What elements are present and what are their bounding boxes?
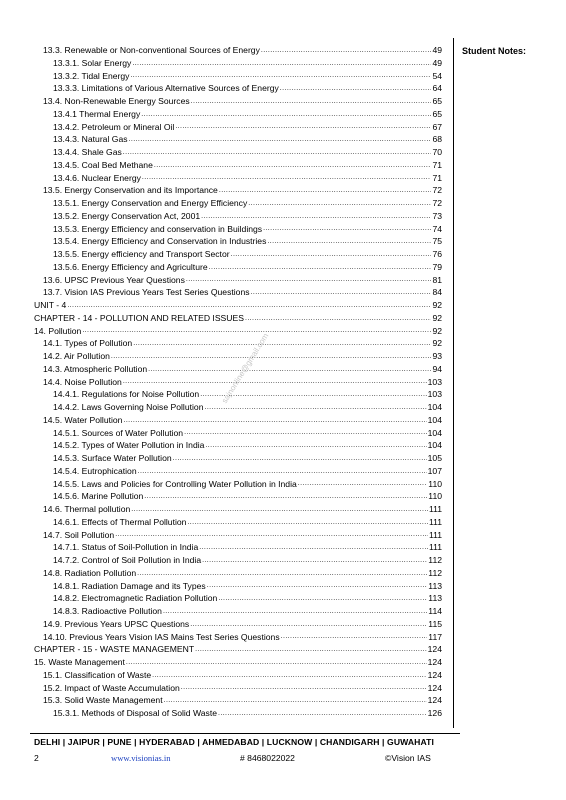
toc-entry-page: 68	[432, 134, 442, 145]
toc-entry-title: 14.5.3. Surface Water Pollution	[53, 453, 172, 463]
toc-entry-page: 76	[432, 249, 442, 259]
toc-entry[interactable]	[34, 694, 442, 707]
toc-entry-title: 14.6. Thermal pollution	[43, 504, 131, 514]
toc-entry[interactable]	[34, 682, 442, 695]
toc-entry[interactable]	[34, 210, 442, 223]
footer-cities: DELHI | JAIPUR | PUNE | HYDERABAD | AHMEDABAD | LUCKNOW | CHANDIGARH | GUWAHATI	[34, 737, 434, 747]
toc-entry-page: 126	[427, 708, 442, 718]
toc-entry-page: 113	[428, 593, 442, 604]
toc-entry-title: 14.5.5. Laws and Policies for Controlling Water Pollution in India	[53, 478, 297, 489]
toc-entry[interactable]	[34, 70, 442, 83]
toc-leader-dots	[231, 249, 432, 261]
toc-leader-dots	[138, 466, 427, 478]
page-number: 2	[34, 753, 39, 763]
toc-entry-page: 104	[427, 427, 442, 438]
toc-entry-title: 13.3.2. Tidal Energy	[53, 70, 130, 81]
toc-entry-title: UNIT - 4	[34, 300, 67, 310]
toc-entry-title: CHAPTER - 14 - POLLUTION AND RELATED ISSUES	[34, 312, 244, 323]
toc-leader-dots	[129, 134, 432, 146]
toc-entry[interactable]	[34, 490, 442, 503]
toc-entry[interactable]	[34, 439, 442, 452]
toc-entry-page: 104	[427, 402, 442, 412]
toc-entry[interactable]	[34, 643, 442, 656]
toc-entry-page: 65	[432, 96, 442, 106]
toc-entry-title: 13.4.2. Petroleum or Mineral Oil	[53, 121, 175, 132]
toc-entry-page: 72	[432, 185, 442, 196]
toc-leader-dots	[219, 185, 432, 197]
toc-leader-dots	[209, 262, 432, 274]
toc-entry[interactable]	[34, 516, 442, 529]
toc-entry-title: 14.10. Previous Years Vision IAS Mains Test Series Questions	[43, 631, 280, 642]
toc-entry-page: 107	[427, 465, 442, 476]
toc-leader-dots	[281, 631, 428, 643]
toc-entry[interactable]	[34, 554, 442, 567]
toc-entry[interactable]	[34, 350, 442, 363]
toc-entry-page: 67	[432, 121, 442, 132]
toc-entry[interactable]	[34, 286, 442, 299]
toc-leader-dots	[263, 223, 431, 235]
toc-leader-dots	[126, 657, 427, 669]
toc-entry-title: 13.5.1. Energy Conservation and Energy Efficiency	[53, 198, 248, 208]
toc-entry[interactable]	[34, 44, 442, 57]
toc-entry[interactable]	[34, 452, 442, 465]
toc-entry-page: 92	[432, 325, 442, 336]
toc-entry[interactable]	[34, 605, 442, 618]
toc-entry-page: 94	[432, 363, 442, 374]
toc-entry[interactable]	[34, 299, 442, 312]
toc-entry[interactable]	[34, 401, 442, 414]
toc-entry-page: 49	[432, 57, 442, 68]
toc-entry-title: 14. Pollution	[34, 325, 82, 336]
toc-entry-page: 79	[432, 261, 442, 272]
toc-entry-page: 72	[432, 198, 442, 208]
toc-entry-title: 15.1. Classification of Waste	[43, 669, 152, 680]
toc-entry[interactable]	[34, 108, 442, 121]
toc-entry-page: 54	[432, 70, 442, 81]
toc-entry-page: 111	[428, 516, 442, 527]
toc-entry-title: 14.5.4. Eutrophication	[53, 465, 137, 476]
toc-leader-dots	[202, 555, 427, 567]
toc-leader-dots	[248, 198, 431, 210]
toc-entry-title: 14.5.2. Types of Water Pollution in India	[53, 440, 205, 451]
toc-entry[interactable]	[34, 388, 442, 401]
toc-entry[interactable]	[34, 707, 442, 720]
toc-leader-dots	[218, 708, 427, 720]
toc-leader-dots	[199, 542, 428, 554]
email-watermark: sajnonline@gmail.com	[220, 331, 271, 405]
toc-leader-dots	[184, 427, 427, 439]
toc-entry-title: 14.1. Types of Pollution	[43, 338, 133, 349]
toc-entry-title: 14.8.3. Radioactive Pollution	[53, 606, 162, 616]
toc-entry-page: 124	[427, 682, 442, 693]
toc-entry-title: 14.3. Atmospheric Pollution	[43, 363, 148, 374]
toc-entry[interactable]	[34, 465, 442, 478]
toc-leader-dots	[218, 593, 427, 605]
toc-entry-title: 14.7.1. Status of Soil-Pollution in India	[53, 542, 199, 553]
toc-entry-title: 14.4.2. Laws Governing Noise Pollution	[53, 402, 204, 412]
toc-leader-dots	[251, 287, 432, 299]
toc-entry[interactable]	[34, 223, 442, 236]
toc-entry[interactable]	[34, 121, 442, 134]
toc-entry[interactable]	[34, 95, 442, 108]
toc-entry-page: 112	[428, 555, 442, 565]
toc-entry-title: 15.3.1. Methods of Disposal of Solid Waste	[53, 708, 218, 718]
toc-entry-title: 14.8.2. Electromagnetic Radiation Pollution	[53, 593, 218, 604]
toc-entry-page: 49	[432, 45, 442, 55]
toc-entry-page: 113	[428, 580, 442, 591]
toc-entry-title: CHAPTER - 15 - WASTE MANAGEMENT	[34, 644, 195, 655]
student-notes-heading: Student Notes:	[462, 46, 526, 56]
toc-entry[interactable]	[34, 274, 442, 287]
toc-entry-title: 14.5. Water Pollution	[43, 414, 123, 425]
toc-leader-dots	[204, 402, 426, 414]
toc-entry-title: 14.7.2. Control of Soil Pollution in India	[53, 555, 202, 565]
toc-entry-title: 14.2. Air Pollution	[43, 351, 110, 361]
toc-leader-dots	[123, 147, 432, 159]
toc-leader-dots	[111, 351, 432, 363]
footer-divider	[30, 733, 460, 734]
toc-entry-page: 74	[432, 223, 442, 234]
toc-entry[interactable]	[34, 248, 442, 261]
toc-leader-dots	[207, 580, 428, 592]
notes-divider	[453, 38, 454, 728]
toc-leader-dots	[123, 415, 426, 427]
toc-entry-page: 92	[432, 312, 442, 323]
toc-entry-page: 103	[427, 376, 442, 387]
toc-entry[interactable]	[34, 541, 442, 554]
toc-leader-dots	[187, 517, 427, 529]
toc-entry[interactable]	[34, 172, 442, 185]
toc-leader-dots	[191, 96, 432, 108]
toc-entry-title: 13.4.4. Shale Gas	[53, 147, 122, 157]
toc-leader-dots	[115, 529, 428, 541]
toc-entry-title: 13.6. UPSC Previous Year Questions	[43, 274, 185, 285]
toc-entry[interactable]	[34, 592, 442, 605]
toc-leader-dots	[137, 568, 427, 580]
toc-entry-title: 15.3. Solid Waste Management	[43, 695, 163, 706]
copyright: ©Vision IAS	[385, 753, 431, 763]
toc-entry-page: 92	[432, 338, 442, 349]
toc-leader-dots	[154, 160, 432, 172]
toc-entry[interactable]	[34, 184, 442, 197]
toc-entry-title: 13.4. Non-Renewable Energy Sources	[43, 96, 190, 106]
toc-leader-dots	[195, 644, 427, 656]
toc-entry-page: 112	[428, 567, 442, 578]
toc-entry[interactable]	[34, 312, 442, 325]
toc-entry[interactable]	[34, 57, 442, 70]
toc-leader-dots	[190, 619, 427, 631]
toc-entry-title: 14.5.1. Sources of Water Pollution	[53, 427, 184, 438]
toc-entry-title: 13.4.3. Natural Gas	[53, 134, 128, 145]
toc-leader-dots	[142, 172, 432, 184]
toc-entry-title: 13.5.3. Energy Efficiency and conservation in Buildings	[53, 223, 263, 234]
toc-entry-page: 81	[432, 274, 442, 285]
toc-entry-title: 14.4. Noise Pollution	[43, 376, 122, 387]
toc-entry[interactable]	[34, 669, 442, 682]
toc-entry-page: 124	[427, 695, 442, 706]
toc-entry[interactable]	[34, 146, 442, 159]
toc-entry-page: 71	[432, 159, 442, 170]
toc-entry[interactable]	[34, 159, 442, 172]
toc-entry[interactable]	[34, 529, 442, 542]
toc-leader-dots	[175, 121, 431, 133]
toc-entry-title: 13.5.2. Energy Conservation Act, 2001	[53, 210, 201, 221]
toc-leader-dots	[132, 58, 431, 70]
toc-entry-title: 14.6.1. Effects of Thermal Pollution	[53, 516, 187, 527]
toc-leader-dots	[144, 491, 427, 503]
toc-entry-page: 73	[432, 210, 442, 221]
toc-entry-title: 15.2. Impact of Waste Accumulation	[43, 682, 180, 693]
toc-leader-dots	[152, 670, 427, 682]
toc-entry-page: 111	[428, 529, 442, 540]
toc-entry-title: 13.5.4. Energy Efficiency and Conservation in Industries	[53, 236, 267, 247]
toc-leader-dots	[164, 695, 427, 707]
toc-entry[interactable]	[34, 235, 442, 248]
toc-leader-dots	[131, 504, 428, 516]
toc-entry-page: 84	[432, 287, 442, 298]
toc-entry-page: 104	[427, 414, 442, 425]
toc-leader-dots	[181, 682, 427, 694]
toc-leader-dots	[163, 606, 427, 618]
toc-entry-page: 124	[427, 669, 442, 680]
toc-entry-page: 110	[428, 491, 442, 502]
toc-entry-page: 105	[427, 453, 442, 463]
toc-entry-page: 103	[427, 389, 442, 400]
toc-entry[interactable]	[34, 427, 442, 440]
toc-entry-title: 13.5.6. Energy Efficiency and Agriculture	[53, 261, 208, 272]
toc-leader-dots	[173, 453, 427, 465]
toc-entry-page: 114	[428, 606, 442, 616]
toc-entry-page: 70	[432, 147, 442, 157]
toc-entry-title: 14.9. Previous Years UPSC Questions	[43, 618, 190, 629]
toc-leader-dots	[130, 70, 431, 82]
phone-number: # 8468022022	[240, 753, 295, 763]
toc-entry-title: 13.4.5. Coal Bed Methane	[53, 159, 153, 170]
toc-entry-title: 13.4.6. Nuclear Energy	[53, 172, 141, 183]
toc-leader-dots	[298, 478, 428, 490]
website-link[interactable]: www.visionias.in	[111, 753, 171, 763]
toc-entry-page: 111	[428, 504, 442, 514]
toc-entry[interactable]	[34, 337, 442, 350]
toc-entry[interactable]	[34, 567, 442, 580]
toc-leader-dots	[267, 236, 431, 248]
toc-entry-title: 14.4.1. Regulations for Noise Pollution	[53, 389, 200, 400]
toc-entry[interactable]	[34, 580, 442, 593]
toc-entry-page: 92	[432, 300, 442, 310]
toc-entry-page: 65	[432, 108, 442, 119]
toc-entry[interactable]	[34, 325, 442, 338]
toc-entry-page: 124	[427, 657, 442, 667]
toc-entry-title: 14.5.6. Marine Pollution	[53, 491, 144, 502]
toc-entry[interactable]	[34, 261, 442, 274]
toc-entry-title: 13.3.1. Solar Energy	[53, 57, 132, 68]
toc-entry[interactable]	[34, 133, 442, 146]
toc-entry-title: 14.7. Soil Pollution	[43, 529, 115, 540]
toc-entry-page: 93	[432, 351, 442, 361]
toc-entry[interactable]	[34, 656, 442, 669]
toc-leader-dots	[186, 274, 432, 286]
toc-entry[interactable]	[34, 82, 442, 95]
toc-entry-page: 115	[428, 618, 442, 629]
toc-entry-title: 13.5.5. Energy efficiency and Transport Sector	[53, 249, 230, 259]
toc-leader-dots	[133, 338, 431, 350]
toc-leader-dots	[261, 45, 432, 57]
toc-entry-title: 14.8.1. Radiation Damage and its Types	[53, 580, 206, 591]
toc-leader-dots	[280, 83, 432, 95]
toc-entry-title: 13.4.1 Thermal Energy	[53, 108, 141, 119]
toc-entry-page: 111	[428, 542, 442, 553]
toc-entry-title: 13.7. Vision IAS Previous Years Test Series Questions	[43, 287, 250, 298]
toc-leader-dots	[82, 325, 431, 337]
toc-entry-page: 117	[428, 631, 442, 642]
toc-leader-dots	[123, 376, 427, 388]
toc-leader-dots	[201, 211, 431, 223]
toc-leader-dots	[205, 440, 426, 452]
toc-entry[interactable]	[34, 197, 442, 210]
toc-entry[interactable]	[34, 618, 442, 631]
toc-entry[interactable]	[34, 631, 442, 644]
toc-leader-dots	[148, 364, 431, 376]
toc-entry-title: 15. Waste Management	[34, 657, 125, 667]
toc-leader-dots	[67, 300, 431, 312]
toc-entry-page: 110	[428, 478, 442, 489]
toc-entry-title: 14.8. Radiation Pollution	[43, 567, 137, 578]
toc-entry-page: 104	[427, 440, 442, 451]
toc-entry[interactable]	[34, 503, 442, 516]
toc-entry-title: 13.3. Renewable or Non-conventional Sources of Energy	[43, 45, 260, 55]
toc-entry-title: 13.3.3. Limitations of Various Alternative Sources of Energy	[53, 83, 279, 94]
toc-leader-dots	[245, 313, 431, 325]
toc-leader-dots	[141, 109, 431, 121]
toc-entry-page: 75	[432, 236, 442, 247]
toc-entry-page: 64	[432, 83, 442, 94]
toc-entry-page: 124	[427, 644, 442, 655]
toc-entry-page: 71	[432, 172, 442, 183]
toc-entry-title: 13.5. Energy Conservation and its Importance	[43, 185, 218, 196]
toc-entry[interactable]	[34, 478, 442, 491]
toc-entry[interactable]	[34, 414, 442, 427]
